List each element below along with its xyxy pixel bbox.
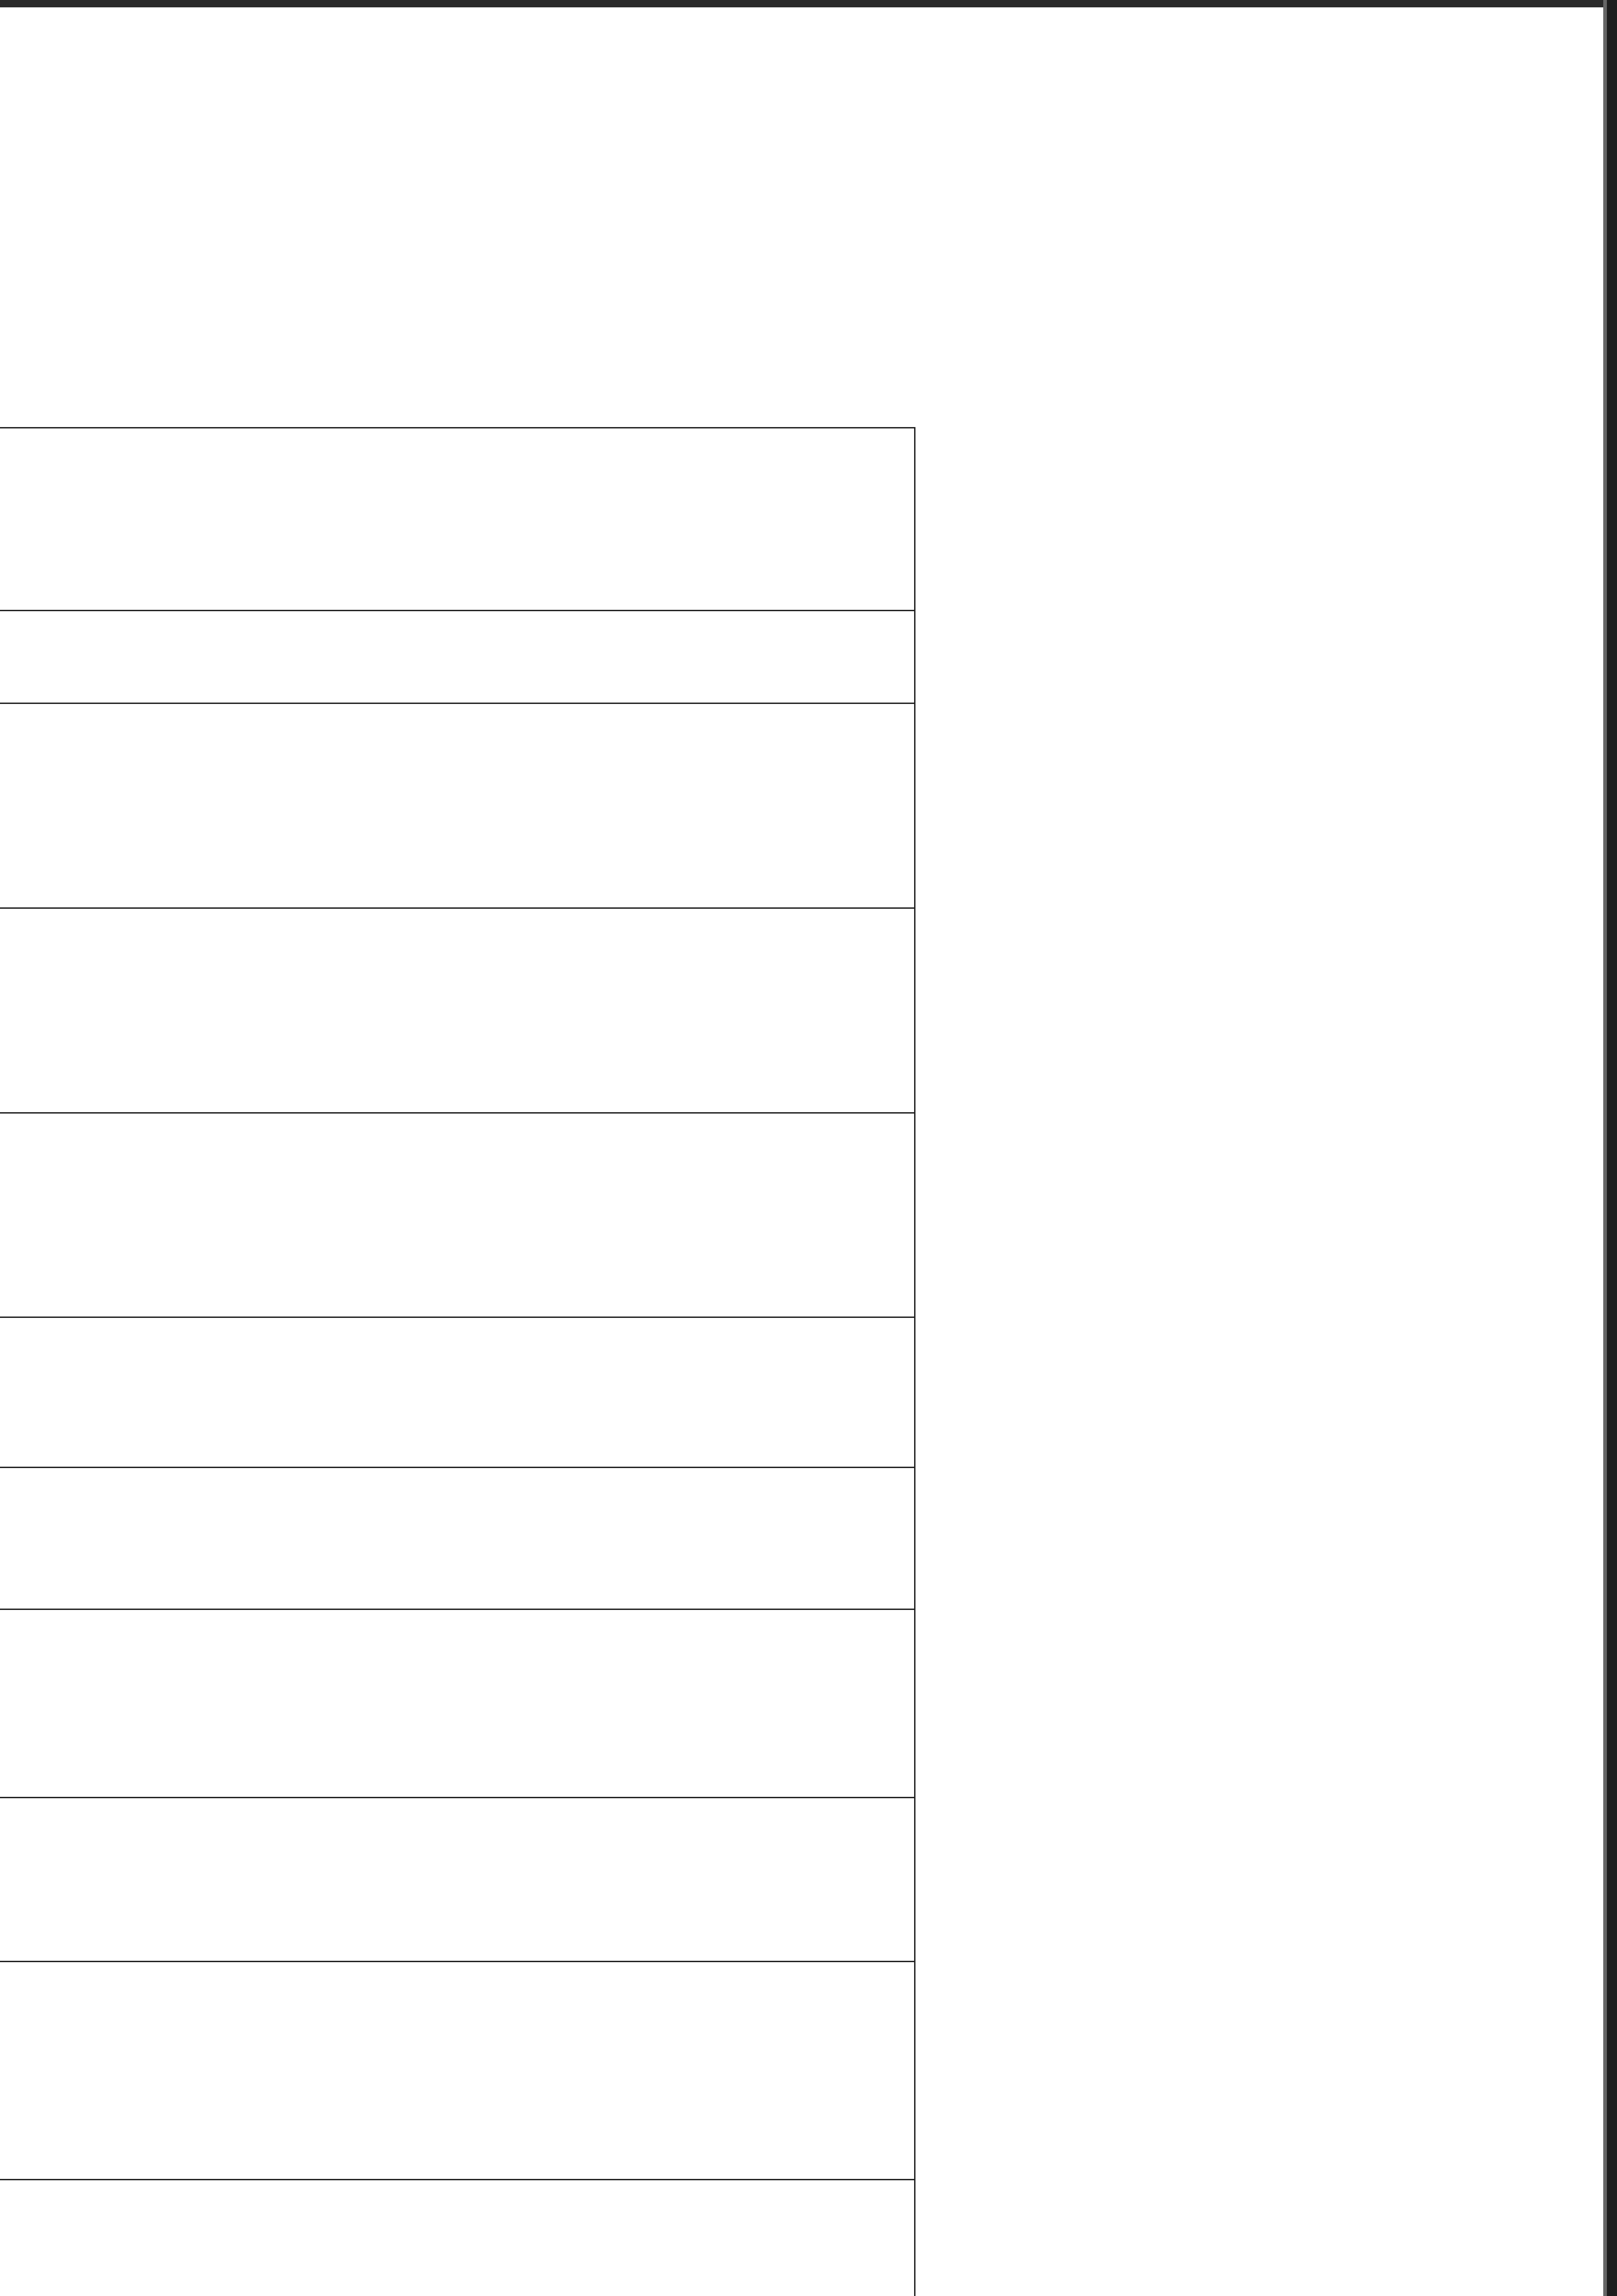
indicator-table xyxy=(0,427,915,2296)
row-notes xyxy=(0,428,915,611)
row-form xyxy=(0,1468,915,1609)
scan-edge-top xyxy=(0,0,1617,7)
table-container xyxy=(0,427,1150,2296)
row-condition xyxy=(0,2179,915,2296)
scan-edge-right xyxy=(1607,0,1617,2296)
row-info xyxy=(0,1609,915,1798)
row-boundary xyxy=(0,611,915,703)
row-indicator xyxy=(0,1961,915,2179)
row-score-0 xyxy=(0,1113,915,1317)
row-provide xyxy=(0,1798,915,1962)
row-deadline xyxy=(0,1317,915,1468)
row-score-mid xyxy=(0,908,915,1113)
row-score-1 xyxy=(0,703,915,908)
scan-edge-right-inner xyxy=(1603,0,1607,2296)
table-row xyxy=(0,428,915,2296)
